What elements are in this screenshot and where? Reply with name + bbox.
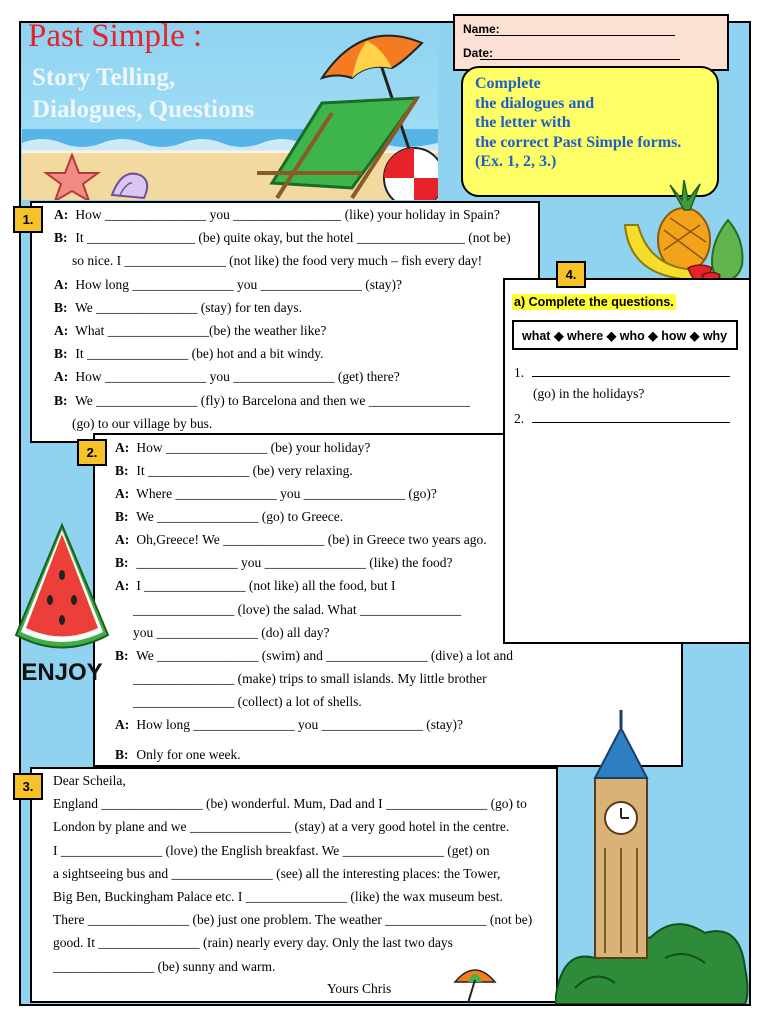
question-answer-line	[514, 410, 730, 427]
letter-line	[53, 866, 500, 882]
speaker-label: B:	[115, 555, 129, 570]
name-row	[463, 22, 500, 36]
line-text[interactable]: It _______________ (be) hot and a bit windy.	[75, 346, 324, 362]
watermelon-illustration	[10, 520, 115, 695]
line-text[interactable]: I _______________ (love) the English breakfast. We _______________ (get) on	[53, 842, 490, 858]
speaker-label: B:	[115, 747, 129, 762]
line-text[interactable]: you _______________ (do) all day?	[133, 625, 330, 640]
speaker-label: B:	[115, 509, 129, 524]
beach-ball-icon	[384, 148, 438, 200]
line-text[interactable]: We _______________ (stay) for ten days.	[75, 299, 303, 315]
speaker-label: B:	[54, 346, 68, 362]
speaker-label: A:	[115, 532, 130, 547]
line-text[interactable]: There _______________ (be) just one problem. The weather _______________ (not be)	[53, 912, 533, 928]
instruction-bubble	[461, 66, 719, 197]
pineapple-icon	[658, 180, 710, 272]
letter-line	[53, 912, 532, 928]
page-subtitle	[32, 62, 254, 126]
line-text[interactable]: How long _______________ you _______________ (stay)?	[75, 276, 402, 292]
dialogue-line	[54, 393, 470, 409]
question-blank[interactable]	[532, 364, 730, 377]
big-ben-illustration	[555, 708, 750, 1004]
dialogue-line	[54, 207, 500, 223]
exercise-2-number: 2.	[77, 439, 107, 466]
dialogue-line	[72, 253, 482, 269]
shell-icon	[112, 174, 147, 198]
line-text[interactable]: Only for one week.	[136, 747, 241, 762]
speaker-label: B:	[115, 463, 129, 478]
subtitle-line: Story Telling,	[32, 64, 176, 91]
speaker-label: A:	[54, 323, 69, 338]
dialogue-line	[54, 323, 326, 339]
question-answer-line	[514, 364, 730, 381]
letter-line	[53, 935, 453, 951]
name-field[interactable]	[475, 23, 675, 36]
line-text[interactable]: (go) to our village by bus.	[72, 415, 213, 431]
enjoy-text: ENJOY	[21, 659, 103, 686]
dialogue-line	[115, 509, 343, 525]
letter-line	[53, 843, 490, 859]
dialogue-line	[54, 300, 302, 316]
exercise-1-number: 1.	[13, 206, 43, 233]
line-text[interactable]: We _______________ (go) to Greece.	[136, 509, 344, 524]
line-text[interactable]: We _______________ (fly) to Barcelona and then we _______________	[75, 392, 470, 408]
speaker-label: A:	[54, 276, 69, 292]
dialogue-line	[54, 346, 323, 362]
big-ben-icon	[595, 710, 647, 958]
line-text[interactable]: _______________ (love) the salad. What _______________	[133, 602, 462, 617]
question-blank[interactable]	[532, 410, 730, 423]
name-label: Name:	[463, 22, 500, 36]
letter-signature: Yours Chris	[327, 981, 392, 996]
letter-line	[53, 889, 503, 905]
line-text[interactable]: What _______________(be) the weather like?	[75, 323, 327, 338]
speaker-label: B:	[54, 230, 68, 246]
line-text[interactable]: How _______________ (be) your holiday?	[136, 440, 371, 455]
dialogue-line	[115, 648, 513, 664]
dialogue-line	[133, 671, 487, 687]
name-date-box	[453, 14, 729, 71]
line-text[interactable]: _______________ (collect) a lot of shells.	[133, 694, 362, 709]
question-number: 1.	[514, 365, 525, 380]
speaker-label: A:	[115, 717, 130, 732]
instruction-line: the dialogues and	[475, 94, 595, 112]
watermelon-icon	[16, 525, 108, 648]
line-text[interactable]: good. It _______________ (rain) nearly every day. Only the last two days	[53, 935, 453, 951]
dialogue-line	[115, 747, 241, 763]
exercise-4-panel-overlap	[503, 433, 751, 644]
dialogue-line	[115, 463, 353, 479]
line-text[interactable]: How _______________ you _______________ (get) there?	[75, 369, 400, 385]
page-title: Past Simple :	[28, 18, 203, 54]
dialogue-line	[133, 602, 461, 618]
line-text[interactable]: Big Ben, Buckingham Palace etc. I _______________ (like) the wax museum best.	[53, 889, 503, 904]
line-text[interactable]: Where _______________ you _______________ (go)?	[136, 486, 437, 501]
line-text[interactable]: Oh,Greece! We _______________ (be) in Greece two years ago.	[136, 532, 487, 547]
dialogue-line	[72, 416, 212, 432]
line-text[interactable]: It _______________ (be) very relaxing.	[136, 463, 353, 478]
line-text[interactable]: How _______________ you ________________ (like) your holiday in Spain?	[75, 207, 500, 222]
speaker-label: A:	[54, 207, 69, 222]
question-number: 2.	[514, 411, 525, 427]
line-text[interactable]: England _______________ (be) wonderful. Mum, Dad and I _______________ (go) to	[53, 796, 527, 812]
dialogue-line	[54, 369, 400, 385]
speaker-label: B:	[54, 392, 68, 408]
instruction-line: the letter with	[475, 114, 571, 131]
exercise-4-number: 4.	[556, 261, 586, 288]
line-text[interactable]: _______________ (make) trips to small islands. My little brother	[133, 671, 487, 686]
exercise-3-number: 3.	[13, 773, 43, 800]
pear-icon	[712, 220, 742, 280]
letter-line	[53, 796, 527, 812]
line-text[interactable]: I _______________ (not like) all the food, but I	[136, 578, 396, 593]
line-text[interactable]: _______________ you _______________ (like) the food?	[136, 555, 453, 570]
line-text[interactable]: How long _______________ you _______________ (stay)?	[136, 717, 463, 732]
instruction-line: the correct Past Simple forms.	[475, 133, 682, 151]
tree-icon	[555, 924, 748, 1004]
line-text[interactable]: so nice. I _______________ (not like) the food very much – fish every day!	[72, 253, 483, 269]
small-umbrella-icon	[450, 960, 500, 1005]
dialogue-line	[115, 578, 395, 594]
dialogue-line	[133, 694, 362, 710]
speaker-label: A:	[54, 369, 69, 385]
dialogue-line	[115, 440, 370, 456]
starfish-icon	[46, 155, 98, 200]
letter-line	[53, 959, 275, 975]
speaker-label: B:	[54, 299, 68, 315]
speaker-label: A:	[115, 440, 130, 455]
date-row	[463, 46, 493, 60]
dialogue-line	[133, 625, 329, 641]
instruction-line: (Ex. 1, 2, 3.)	[475, 153, 557, 170]
date-field[interactable]	[480, 47, 680, 60]
subtitle-line: Dialogues, Questions	[32, 96, 255, 123]
line-text[interactable]: We _______________ (swim) and _______________ (dive) a lot and	[136, 648, 514, 663]
dialogue-line	[115, 555, 452, 571]
exercise-4-heading: a) Complete the questions.	[514, 295, 674, 309]
date-label: Date:	[463, 46, 494, 60]
dialogue-line	[115, 717, 463, 733]
line-text[interactable]: It ________________ (be) quite okay, but the hotel ________________ (not be)	[75, 230, 511, 246]
word-bank: what ◆ where ◆ who ◆ how ◆ why	[512, 320, 738, 350]
speaker-label: B:	[115, 648, 129, 663]
letter-line	[53, 773, 126, 789]
line-text[interactable]: London by plane and we _______________ (stay) at a very good hotel in the centre.	[53, 819, 510, 835]
letter-line	[53, 819, 509, 835]
line-text[interactable]: _______________ (be) sunny and warm.	[53, 958, 276, 974]
dialogue-line	[115, 532, 487, 548]
dialogue-line	[54, 277, 402, 293]
line-text[interactable]: a sightseeing bus and _______________ (see) all the interesting places: the Tower,	[53, 865, 501, 881]
question-prompt: (go) in the holidays?	[533, 386, 645, 401]
line-text[interactable]: Dear Scheila,	[53, 773, 126, 788]
dialogue-line	[54, 230, 511, 246]
speaker-label: A:	[115, 578, 130, 593]
speaker-label: A:	[115, 486, 130, 501]
dialogue-line	[115, 486, 437, 502]
instruction-line: Complete	[475, 75, 541, 92]
